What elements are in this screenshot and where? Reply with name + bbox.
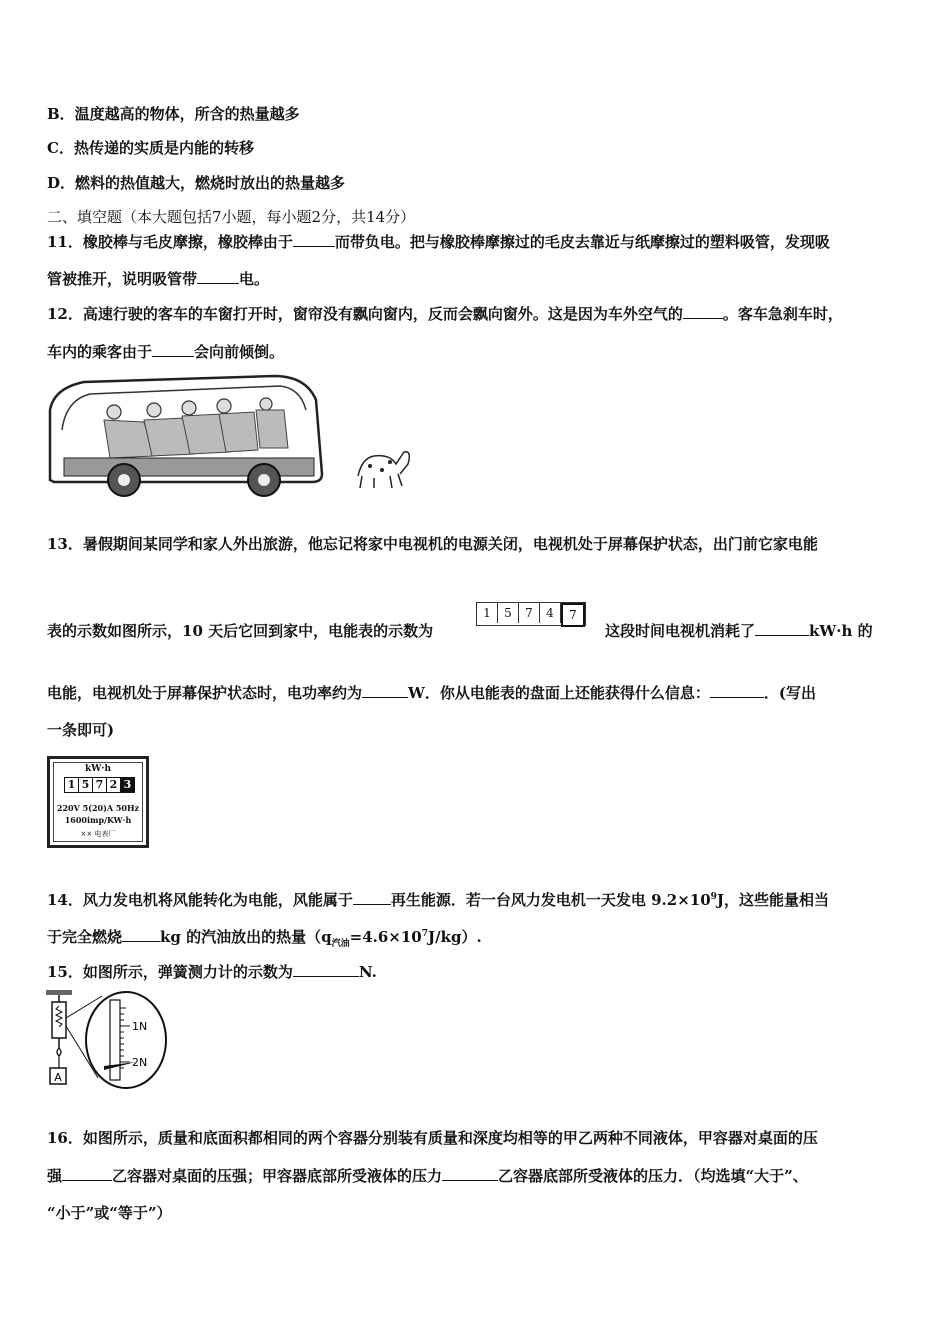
bus-illustration bbox=[44, 370, 416, 500]
q16-blank-1[interactable] bbox=[62, 1166, 112, 1181]
electric-meter bbox=[47, 756, 149, 848]
q13-blank-energy[interactable] bbox=[755, 621, 809, 636]
section-heading: 二、填空题（本大题包括7小题，每小题2分，共14分） bbox=[47, 208, 416, 226]
q13-line2-a: 表的示数如图所示，10 天后它回到家中，电能表的示数为 bbox=[47, 622, 434, 640]
meter-spec-2: 1600imp/KW·h bbox=[64, 815, 132, 825]
q13-line4: 一条即可) bbox=[47, 721, 115, 739]
q16-line2: 强 乙容器对桌面的压强；甲容器底部所受液体的压力 乙容器底部所受液体的压力．（均选填“大于”、 bbox=[47, 1167, 808, 1185]
q13-line2-b: 这段时间电视机消耗了 kW·h 的 bbox=[605, 622, 873, 640]
meter-spec-1: 220V 5(20)A 50Hz bbox=[56, 803, 140, 813]
q14-line1: 14．风力发电机将风能转化为电能，风能属于 再生能源．若一台风力发电机一天发电 $9.2\times 10^9J$，这些能量相当 bbox=[47, 891, 830, 909]
option-d: D．燃料的热值越大，燃烧时放出的热量越多 bbox=[47, 174, 346, 192]
meter-digits: 1 5 7 2 3 bbox=[64, 777, 135, 793]
q14-blank-2[interactable] bbox=[122, 927, 160, 942]
q11-blank-1[interactable] bbox=[293, 232, 335, 247]
q12-blank-1[interactable] bbox=[683, 304, 723, 319]
q11-line2: 管被推开，说明吸管带 电。 bbox=[47, 270, 270, 288]
q16-blank-2[interactable] bbox=[442, 1166, 498, 1181]
q12-line1: 12．高速行驶的客车的车窗打开时，窗帘没有飘向窗内，反而会飘向窗外。这是因为车外空气的 。客车急刹车时， bbox=[47, 305, 843, 323]
q12-line2: 车内的乘客由于 会向前倾倒。 bbox=[47, 343, 285, 361]
q11-line1: 11．橡胶棒与毛皮摩擦，橡胶棒由于 而带负电。把与橡胶棒摩擦过的毛皮去靠近与纸摩擦过的塑料吸管，发现吸 bbox=[47, 233, 830, 251]
q14-line2: 于完全燃烧 kg 的汽油放出的热量$(q_{汽油}=4.6\times 10^7J/kg)$. bbox=[47, 928, 482, 949]
q13-line3: 电能，电视机处于屏幕保护状态时，电功率约为 W．你从电能表的盘面上还能获得什么信息： ．(写出 bbox=[47, 684, 816, 702]
spring-scale-figure bbox=[44, 988, 174, 1090]
q15-blank[interactable] bbox=[293, 962, 359, 977]
option-c: C．热传递的实质是内能的转移 bbox=[47, 139, 254, 157]
option-b: B．温度越高的物体，所含的热量越多 bbox=[47, 105, 300, 123]
q15-line1: 15．如图所示，弹簧测力计的示数为 N. bbox=[47, 963, 377, 981]
q16-line3: “小于”或“等于”） bbox=[47, 1204, 172, 1222]
q12-blank-2[interactable] bbox=[152, 342, 194, 357]
q13-line1: 13．暑假期间某同学和家人外出旅游，他忘记将家中电视机的电源关闭，电视机处于屏幕保护状态，出门前它家电能 bbox=[47, 535, 818, 553]
object-label-a: A bbox=[54, 1071, 62, 1084]
scale-label-2n: 2N bbox=[132, 1056, 148, 1069]
q13-blank-info[interactable] bbox=[710, 683, 764, 698]
q13-blank-power[interactable] bbox=[362, 683, 408, 698]
q11-blank-2[interactable] bbox=[197, 269, 239, 284]
scale-label-1n: 1N bbox=[132, 1020, 148, 1033]
meter-unit: kW·h bbox=[84, 764, 112, 774]
meter-maker: ×× 电表厂 bbox=[80, 830, 116, 838]
q16-line1: 16．如图所示，质量和底面积都相同的两个容器分别装有质量和深度均相等的甲乙两种不同液体，甲容器对桌面的压 bbox=[47, 1129, 818, 1147]
q14-blank-1[interactable] bbox=[353, 890, 391, 905]
inline-meter-reading: 1 5 7 4 7 bbox=[476, 602, 586, 626]
